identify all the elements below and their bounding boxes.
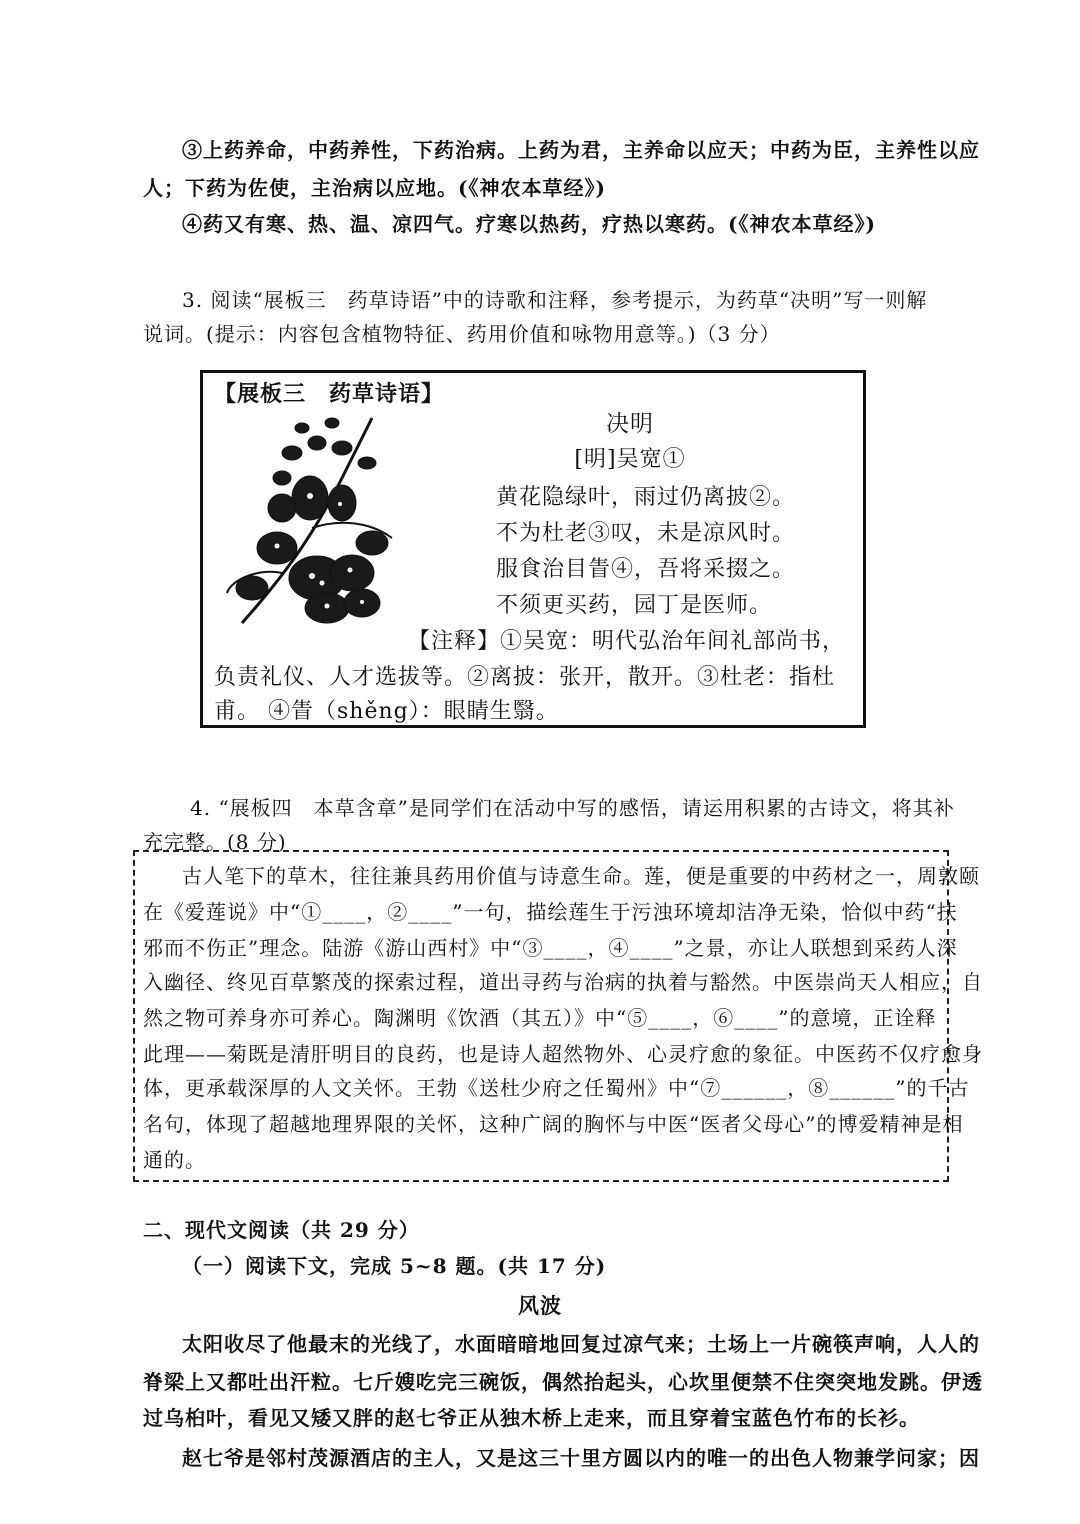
panel4-line-2: 在《爱莲说》中“①____，②____”一句，描绘莲生于污浊环境却洁净无染，恰似中药“扶 [143, 900, 958, 924]
question3-line2: 说词。(提示：内容包含植物特征、药用价值和咏物用意等。)（3 分） [143, 322, 781, 346]
poem-notes-line-3: 甫。 ④眚（shěng）：眼睛生翳。 [214, 699, 559, 724]
article-para2-line1: 赵七爷是邻村茂源酒店的主人，又是这三十里方圆以内的唯一的出色人物兼学问家；因 [182, 1446, 980, 1470]
panel4-line-5: 然之物可养身亦可养心。陶渊明《饮酒（其五）》中“⑤____，⑥____”的意境，正诠释 [143, 1006, 937, 1030]
poem-line-4: 不须更买药，园丁是医师。 [496, 593, 773, 618]
poem-title: 决明 [606, 411, 654, 437]
poem-line-2: 不为杜老③叹，未是凉风时。 [496, 521, 796, 546]
panel4-line-9: 通的。 [143, 1148, 206, 1172]
panel4-line-4: 入幽径、终见百草繁茂的探索过程，道出寻药与治病的执着与豁然。中医崇尚天人相应，自 [143, 970, 983, 994]
question4-line2: 充完整。(8 分) [143, 830, 287, 854]
poem-line-3: 服食治目眚④，吾将采掇之。 [496, 557, 796, 582]
panel4-line-8: 名句，体现了超越地理界限的关怀，这种广阔的胸怀与中医“医者父母心”的博爱精神是相 [143, 1112, 964, 1136]
item4-line1: ④药又有寒、热、温、凉四气。疗寒以热药，疗热以寒药。(《神农本草经》) [182, 212, 876, 236]
panel4-line-3: 邪而不伤正”理念。陆游《游山西村》中“③____，④____”之景，亦让人联想到采药人深 [143, 936, 958, 960]
article-para1-line2: 脊梁上又都吐出汗粒。七斤嫂吃完三碗饭，偶然抬起头，心坎里便禁不住突突地发跳。伊透 [143, 1370, 983, 1394]
cassia-plant-illustration [222, 408, 408, 630]
question4-line1: 4. “展板四 本草含章”是同学们在活动中写的感悟，请运用积累的古诗文，将其补 [190, 796, 955, 820]
poem-line-1: 黄花隐绿叶，雨过仍离披②。 [496, 485, 796, 510]
section2-heading: 二、现代文阅读（共 29 分） [143, 1218, 420, 1242]
panel4-line-1: 古人笔下的草木，往往兼具药用价值与诗意生命。莲，便是重要的中药材之一，周敦颐 [182, 864, 980, 888]
article-para1-line1: 太阳收尽了他最末的光线了，水面暗暗地回复过凉气来；土场上一片碗筷声响，人人的 [182, 1332, 980, 1356]
poem-notes-line-2: 负责礼仪、人才选拔等。②离披：张开，散开。③杜老：指杜 [214, 665, 836, 690]
panel4-line-6: 此理——菊既是清肝明目的良药，也是诗人超然物外、心灵疗愈的象征。中医药不仅疗愈身 [143, 1042, 983, 1066]
poem-notes-line-1: 【注释】①吴宽：明代弘治年间礼部尚书， [408, 629, 846, 654]
poem-author: [明]吴宽① [574, 447, 686, 472]
article-title: 风波 [518, 1293, 562, 1318]
item3-line1: ③上药养命，中药养性，下药治病。上药为君，主养命以应天；中药为臣，主养性以应 [182, 138, 980, 162]
section2-subheading: （一）阅读下文，完成 5~8 题。(共 17 分) [182, 1254, 607, 1278]
question3-line1: 3. 阅读“展板三 药草诗语”中的诗歌和注释，参考提示，为药草“决明”写一则解 [182, 288, 928, 312]
article-para1-line3: 过乌桕叶，看见又矮又胖的赵七爷正从独木桥上走来，而且穿着宝蓝色竹布的长衫。 [143, 1406, 920, 1430]
panel4-line-7: 体，更承载深厚的人文关怀。王勃《送杜少府之任蜀州》中“⑦______，⑧______”的千古 [143, 1076, 970, 1100]
panel3-heading: 【展板三 药草诗语】 [214, 381, 445, 407]
item3-line2: 人；下药为佐使，主治病以应地。(《神农本草经》) [143, 176, 606, 200]
